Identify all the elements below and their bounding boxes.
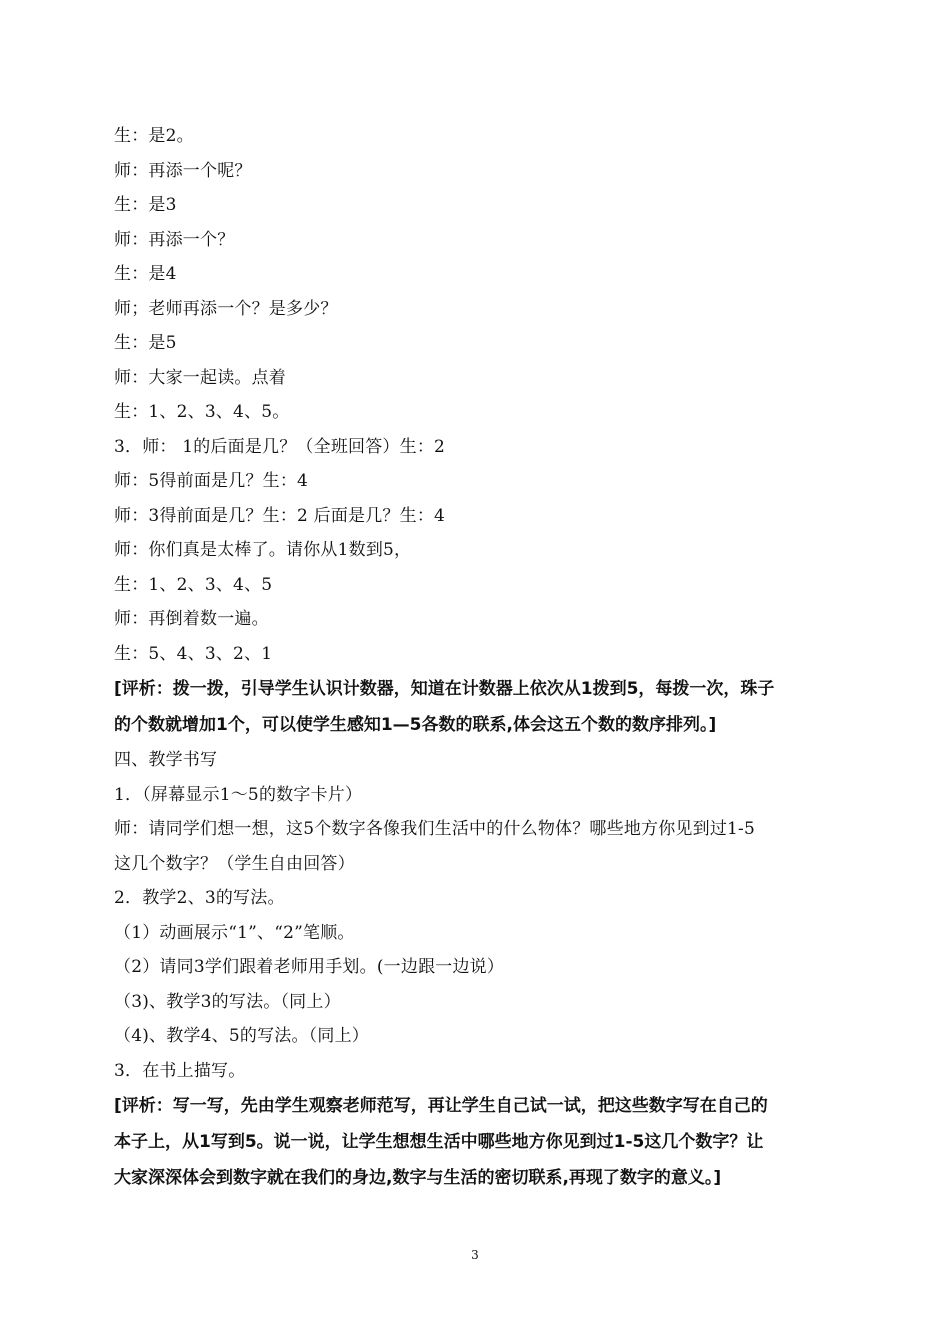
- text-line: （3)、教学3的写法。（同上）: [114, 991, 341, 1012]
- commentary-line: [评析：写一写，先由学生观察老师范写，再让学生自己试一试，把这些数字写在自己的: [114, 1096, 768, 1116]
- text-line: 生：是4: [114, 264, 177, 284]
- text-line: 这几个数字？（学生自由回答）: [114, 853, 355, 874]
- commentary-block: [114, 671, 844, 743]
- text-line: 师：再添一个呢？: [114, 160, 252, 181]
- text-line: 师：再添一个？: [114, 229, 235, 250]
- text-line: 师：3得前面是几？生：2 后面是几？生：4: [114, 505, 446, 526]
- page-number: 3: [471, 1248, 479, 1262]
- commentary-line: [评析：拨一拨，引导学生认识计数器，知道在计数器上依次从1拨到5，每拨一次，珠子: [114, 679, 775, 699]
- commentary-line: 大家深深体会到数字就在我们的身边,数字与生活的密切联系,再现了数字的意义。]: [114, 1168, 722, 1188]
- text-line: 师：大家一起读。点着: [114, 367, 286, 388]
- text-line: 生：5、4、3、2、1: [114, 643, 273, 664]
- section-heading: 四、教学书写: [114, 750, 218, 770]
- text-line: 师：你们真是太棒了。请你从1数到5，: [114, 540, 412, 560]
- text-line: 1．（屏幕显示1～5的数字卡片）: [114, 784, 363, 805]
- text-line: 师；老师再添一个？是多少？: [114, 298, 338, 319]
- text-line: 3．师： 1的后面是几？（全班回答）生：2: [114, 436, 446, 457]
- text-line: 师：请同学们想一想，这5个数字各像我们生活中的什么物体？哪些地方你见到过1-5: [114, 819, 755, 839]
- text-line: 生：1、2、3、4、5: [114, 574, 273, 595]
- text-line: 生：是3: [114, 195, 177, 215]
- text-line: 生：是2。: [114, 126, 194, 146]
- commentary-line: 本子上，从1写到5。说一说，让学生想想生活中哪些地方你见到过1-5这几个数字？让: [114, 1132, 764, 1152]
- text-line: 生：是5: [114, 333, 177, 353]
- text-line: （2）请同3学们跟着老师用手划。(一边跟一边说）: [114, 957, 505, 977]
- text-line: 2．教学2、3的写法。: [114, 888, 285, 908]
- dialogue-section: [114, 119, 844, 671]
- document-body: [114, 119, 844, 1196]
- text-line: 师：再倒着数一遍。: [114, 609, 269, 629]
- text-line: （1）动画展示“1”、“2”笔顺。: [114, 922, 355, 943]
- text-line: 3．在书上描写。: [114, 1060, 246, 1081]
- text-line: 师：5得前面是几？生：4: [114, 471, 309, 491]
- text-line: （4)、教学4、5的写法。（同上）: [114, 1026, 369, 1046]
- text-line: 生：1、2、3、4、5。: [114, 402, 290, 422]
- commentary-line: 的个数就增加1个，可以使学生感知1—5各数的联系,体会这五个数的数序排列。]: [114, 715, 717, 735]
- writing-section: [114, 743, 844, 1088]
- commentary-block: [114, 1088, 844, 1196]
